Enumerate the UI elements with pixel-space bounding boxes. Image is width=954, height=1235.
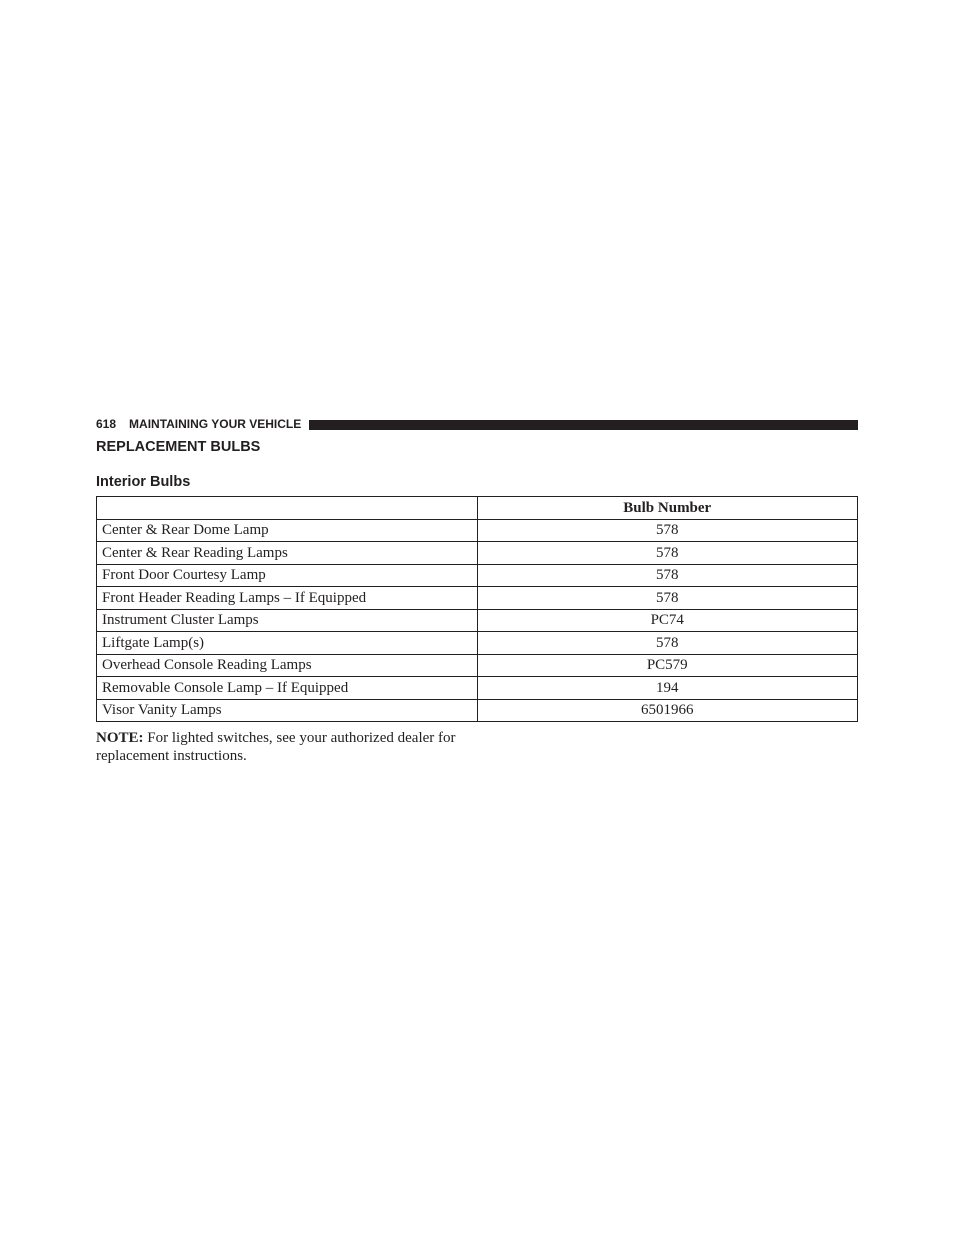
column-header-bulb-number: Bulb Number xyxy=(477,497,858,520)
running-header xyxy=(96,417,858,431)
lamp-name: Center & Rear Dome Lamp xyxy=(97,519,478,542)
bulb-number: 194 xyxy=(477,677,858,700)
table-row xyxy=(97,632,858,655)
lamp-name: Center & Rear Reading Lamps xyxy=(97,542,478,565)
bulb-table xyxy=(96,496,858,722)
bulb-number: PC74 xyxy=(477,609,858,632)
column-header-lamp xyxy=(97,497,478,520)
bulb-number: 6501966 xyxy=(477,699,858,722)
table-row xyxy=(97,654,858,677)
lamp-name: Visor Vanity Lamps xyxy=(97,699,478,722)
table-row xyxy=(97,542,858,565)
bulb-number: 578 xyxy=(477,564,858,587)
table-row xyxy=(97,564,858,587)
note-paragraph xyxy=(96,729,481,765)
bulb-number: 578 xyxy=(477,519,858,542)
bulb-number: 578 xyxy=(477,632,858,655)
bulb-number: PC579 xyxy=(477,654,858,677)
lamp-name: Removable Console Lamp – If Equipped xyxy=(97,677,478,700)
lamp-name: Overhead Console Reading Lamps xyxy=(97,654,478,677)
note-label: NOTE: xyxy=(96,730,144,746)
lamp-name: Front Header Reading Lamps – If Equipped xyxy=(97,587,478,610)
page-number: 618 xyxy=(96,417,117,431)
lamp-name: Front Door Courtesy Lamp xyxy=(97,564,478,587)
table-row xyxy=(97,587,858,610)
table-header-row xyxy=(97,497,858,520)
table-row xyxy=(97,677,858,700)
section-name: MAINTAINING YOUR VEHICLE xyxy=(129,417,302,431)
table-row xyxy=(97,519,858,542)
bulb-number: 578 xyxy=(477,587,858,610)
lamp-name: Instrument Cluster Lamps xyxy=(97,609,478,632)
bulb-number: 578 xyxy=(477,542,858,565)
note-text: For lighted switches, see your authorized dealer for replacement instructions. xyxy=(96,730,456,764)
table-row xyxy=(97,699,858,722)
section-subtitle: Interior Bulbs xyxy=(96,474,191,490)
header-rule xyxy=(309,420,858,430)
page-title: REPLACEMENT BULBS xyxy=(96,439,261,455)
table-row xyxy=(97,609,858,632)
lamp-name: Liftgate Lamp(s) xyxy=(97,632,478,655)
